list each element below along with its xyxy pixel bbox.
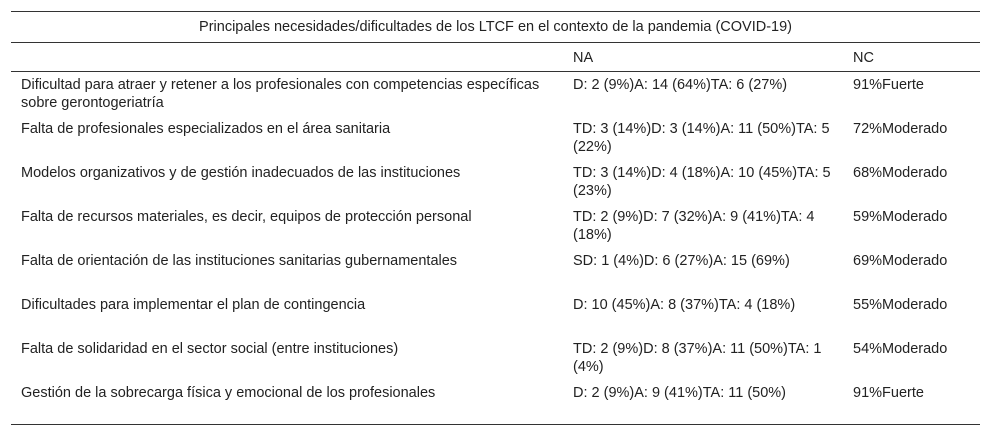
cell-need: Falta de profesionales especializados en el área sanitaria (21, 121, 391, 137)
cell-nc: 59%Moderado (853, 209, 948, 225)
table-row (11, 204, 980, 248)
table-row (11, 248, 980, 292)
cell-na: D: 2 (9%)A: 9 (41%)TA: 11 (50%) (565, 380, 845, 425)
header-need (11, 43, 565, 72)
cell-need: Gestión de la sobrecarga física y emocional de los profesionales (11, 380, 565, 425)
cell-na: TD: 3 (14%)D: 4 (18%)A: 10 (45%)TA: 5 (23%) (573, 165, 831, 199)
header-nc: NC (845, 43, 980, 72)
table-row (11, 336, 980, 380)
cell-need: Dificultad para atraer y retener a los profesionales con competencias específicas sobre gerontogeriatría (21, 77, 540, 111)
cell-na: TD: 2 (9%)D: 7 (32%)A: 9 (41%)TA: 4 (18%) (573, 209, 815, 243)
cell-na: TD: 3 (14%)D: 3 (14%)A: 11 (50%)TA: 5 (22%) (573, 121, 830, 155)
cell-na: D: 10 (45%)A: 8 (37%)TA: 4 (18%) (573, 297, 796, 313)
table-row (11, 292, 980, 336)
cell-nc: 91%Fuerte (853, 77, 924, 93)
cell-need: Dificultades para implementar el plan de contingencia (21, 297, 366, 313)
table-title: Principales necesidades/dificultades de los LTCF en el contexto de la pandemia (COVID-19) (11, 12, 980, 43)
cell-need: Falta de solidaridad en el sector social (entre instituciones) (21, 341, 399, 357)
cell-need: Falta de recursos materiales, es decir, equipos de protección personal (21, 209, 472, 225)
cell-nc: 91%Fuerte (845, 380, 980, 425)
cell-na: TD: 2 (9%)D: 8 (37%)A: 11 (50%)TA: 1 (4%) (573, 341, 822, 375)
table-row (11, 72, 980, 117)
cell-nc: 68%Moderado (853, 165, 948, 181)
cell-nc: 54%Moderado (853, 341, 948, 357)
table-row (11, 380, 980, 425)
cell-need: Modelos organizativos y de gestión inadecuados de las instituciones (21, 165, 461, 181)
header-na: NA (565, 43, 845, 72)
cell-na: D: 2 (9%)A: 14 (64%)TA: 6 (27%) (573, 77, 788, 93)
table-row (11, 160, 980, 204)
header-row (11, 43, 980, 72)
table-container (11, 11, 980, 425)
cell-nc: 72%Moderado (853, 121, 948, 137)
cell-nc: 55%Moderado (853, 297, 948, 313)
needs-table (11, 11, 980, 425)
cell-need: Falta de orientación de las instituciones sanitarias gubernamentales (21, 253, 458, 269)
table-row (11, 116, 980, 160)
cell-na: SD: 1 (4%)D: 6 (27%)A: 15 (69%) (573, 253, 790, 269)
cell-nc: 69%Moderado (853, 253, 948, 269)
